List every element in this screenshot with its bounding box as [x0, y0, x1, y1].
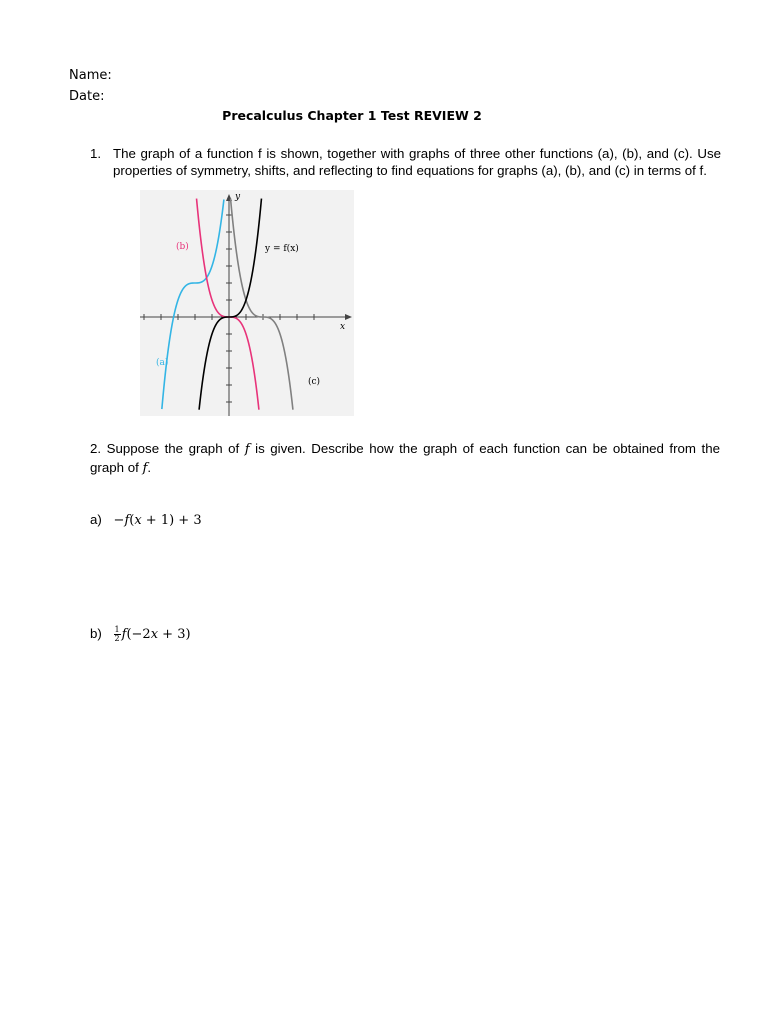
item-b-frac-num: 1	[114, 625, 120, 634]
date-label: Date:	[69, 89, 105, 104]
item-b-expression	[114, 627, 191, 642]
f-curve-label: y = f(x)	[265, 244, 299, 254]
question-2-item-a	[90, 512, 202, 528]
x-axis-label: x	[340, 322, 346, 332]
item-b-fraction	[114, 626, 121, 643]
item-a-expression	[114, 513, 202, 528]
name-label: Name:	[69, 68, 112, 83]
question-1-text: The graph of a function f is shown, together with graphs of three other functions (a), (b), and (c). Use properties of symmetry, shifts, and reflecting to find equations for graphs (a), (b), and (c) in terms of f.	[113, 146, 721, 178]
curve-a-label: (a)	[156, 358, 169, 368]
function-graph-figure	[140, 190, 354, 416]
item-a-f: f	[124, 513, 130, 528]
item-a-label: a)	[90, 512, 102, 527]
question-2-text-end: .	[147, 460, 152, 475]
question-2-f-symbol-2: f	[142, 461, 148, 476]
item-b-rest: + 3)	[158, 627, 191, 642]
item-a-minus: −	[113, 513, 125, 528]
item-b-f: f	[121, 627, 127, 642]
item-b-x: x	[150, 627, 159, 642]
curve-c-label: (c)	[308, 377, 321, 387]
question-1-number: 1.	[90, 146, 102, 161]
function-graph	[140, 190, 354, 416]
question-2	[90, 440, 720, 478]
item-a-x: x	[134, 513, 142, 528]
question-2-f-symbol: f	[244, 442, 250, 457]
question-2-text-middle: is given. Describe how the graph of each function can be obtained from the graph of	[90, 441, 720, 475]
y-axis-label: y	[235, 192, 241, 202]
question-2-text-start: 2. Suppose the graph of	[90, 441, 245, 456]
item-b-open: (−2	[126, 627, 151, 642]
page-title: Precalculus Chapter 1 Test REVIEW 2	[222, 108, 482, 123]
question-2-item-b	[90, 626, 191, 643]
item-b-frac-den: 2	[114, 634, 120, 643]
curve-b-label: (b)	[176, 242, 189, 252]
item-b-label: b)	[90, 626, 102, 641]
item-a-open: (	[129, 513, 135, 528]
item-a-rest: + 1) + 3	[141, 513, 202, 528]
